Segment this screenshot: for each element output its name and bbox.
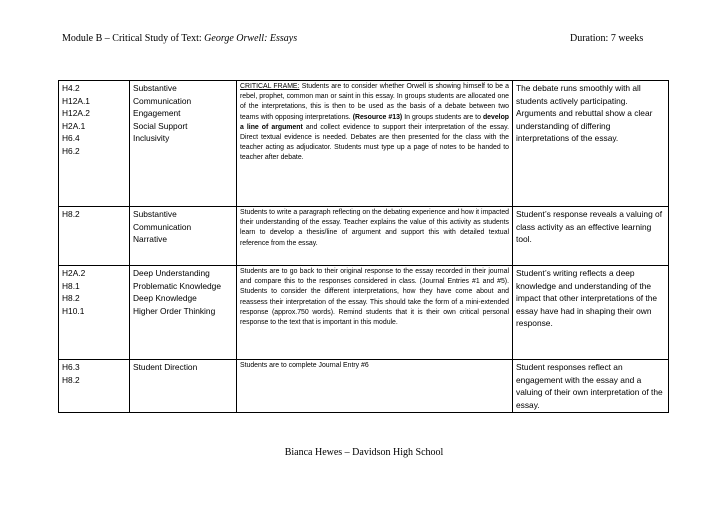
outcome-code: H8.2 (62, 293, 80, 303)
activity-description: Students are to go back to their original response to the essay recorded in their journal and compare this to the responses considered in class. (Journal Entries #1 and #5). Students to consider the different interpretations, how they have come about and reassess their interpretation of the essay. This should take the form of a mini-extended response (approx.750 words). Remind students that it is their own critical personal response to the text that is important in this module. (240, 268, 509, 327)
assessment-text: Student’s writing reflects a deep knowledge and understanding of the impact that other interpretations of the essay have had in shaping their own response. (516, 268, 658, 328)
quality-teaching-cell (130, 360, 237, 413)
quality-teaching-cell (130, 266, 237, 360)
table-row (59, 207, 669, 266)
module-title (62, 33, 297, 44)
quality-element: Communication (133, 95, 192, 106)
outcome-code: H12A.2 (62, 108, 90, 118)
table-row (59, 266, 669, 360)
quality-element: Communication (133, 221, 192, 232)
outcome-codes-cell (59, 360, 130, 413)
quality-element: Deep Understanding (133, 268, 210, 278)
outcome-code: H6.4 (62, 133, 80, 143)
outcome-code: H2A.2 (62, 268, 86, 278)
quality-element: Student Direction (133, 362, 198, 372)
outcome-codes-cell (59, 207, 130, 266)
activity-description-cell (237, 81, 513, 207)
outcome-code: H4.2 (62, 83, 80, 93)
quality-element: Deep Knowledge (133, 293, 197, 303)
quality-element: Engagement (133, 108, 181, 118)
duration-label: Duration: 7 weeks (570, 33, 644, 44)
unit-plan-table (58, 80, 669, 413)
quality-element: Narrative (133, 234, 167, 244)
assessment-cell (513, 207, 669, 266)
quality-teaching-cell (130, 207, 237, 266)
outcome-code: H10.1 (62, 305, 85, 316)
outcome-code: H8.2 (62, 209, 80, 219)
quality-element: Social Support (133, 120, 188, 131)
activity-description: Students are to complete Journal Entry #6 (240, 362, 369, 369)
activity-description-cell (237, 266, 513, 360)
quality-element: Problematic Knowledge (133, 280, 221, 291)
module-title-text-italic: George Orwell: Essays (204, 33, 298, 44)
table-row (59, 81, 669, 207)
outcome-code: H2A.1 (62, 120, 86, 131)
activity-description-cell (237, 360, 513, 413)
activity-description-cell (237, 207, 513, 266)
assessment-cell (513, 266, 669, 360)
emphasis-text: develop a line of argument (240, 113, 510, 131)
activity-description (240, 82, 509, 164)
outcome-code: H8.2 (62, 374, 80, 385)
outcome-code: H6.2 (62, 145, 80, 156)
quality-element: Substantive (133, 209, 177, 219)
assessment-text: Student’s response reveals a valuing of class activity as an effective learning tool. (516, 209, 663, 244)
table-row (59, 360, 669, 413)
assessment-text: The debate runs smoothly with all students actively participating. Arguments and rebuttal show a clear understanding of differing interpretations of the essay. (516, 83, 653, 143)
activity-text: Students are to consider whether Orwell is showing himself to be a rebel, prophet, common man or saint in this essay. In groups students are allocated one of the interpretations, this is then to be used as the basis of a debate between two teams with opposing interpretations. (240, 83, 509, 121)
outcome-code: H8.1 (62, 280, 80, 291)
critical-frame-heading: CRITICAL FRAME: (240, 83, 300, 90)
quality-element: Substantive (133, 83, 177, 93)
quality-element: Higher Order Thinking (133, 305, 216, 316)
resource-reference: (Resource #13) (352, 113, 403, 121)
assessment-cell (513, 81, 669, 207)
outcome-code: H6.3 (62, 362, 80, 372)
outcome-codes-cell (59, 266, 130, 360)
outcome-codes-cell (59, 81, 130, 207)
activity-text: and collect evidence to support their interpretation of the essay. Direct textual evidence is needed. Debates are then presented for the class with the teacher acting as adjudicator. Students must type up a page of notes to be handed to teacher after debate. (240, 123, 509, 162)
page-header (62, 33, 662, 47)
quality-element: Inclusivity (133, 133, 170, 143)
assessment-cell (513, 360, 669, 413)
quality-teaching-cell (130, 81, 237, 207)
outcome-code: H12A.1 (62, 95, 90, 106)
page-footer: Bianca Hewes – Davidson High School (284, 447, 444, 458)
activity-description: Students to write a paragraph reflecting on the debating experience and how it impacted their understanding of the essay. Teacher explains the value of this activity as students learn to develop a thesis/line of argument and support this with detailed textual reference from the essay. (240, 209, 509, 247)
module-title-text: Module B – Critical Study of Text: (62, 33, 205, 44)
assessment-text: Student responses reflect an engagement with the essay and a valuing of their own interpretation of the essay. (516, 362, 663, 410)
activity-text: In groups students are to (402, 113, 483, 121)
